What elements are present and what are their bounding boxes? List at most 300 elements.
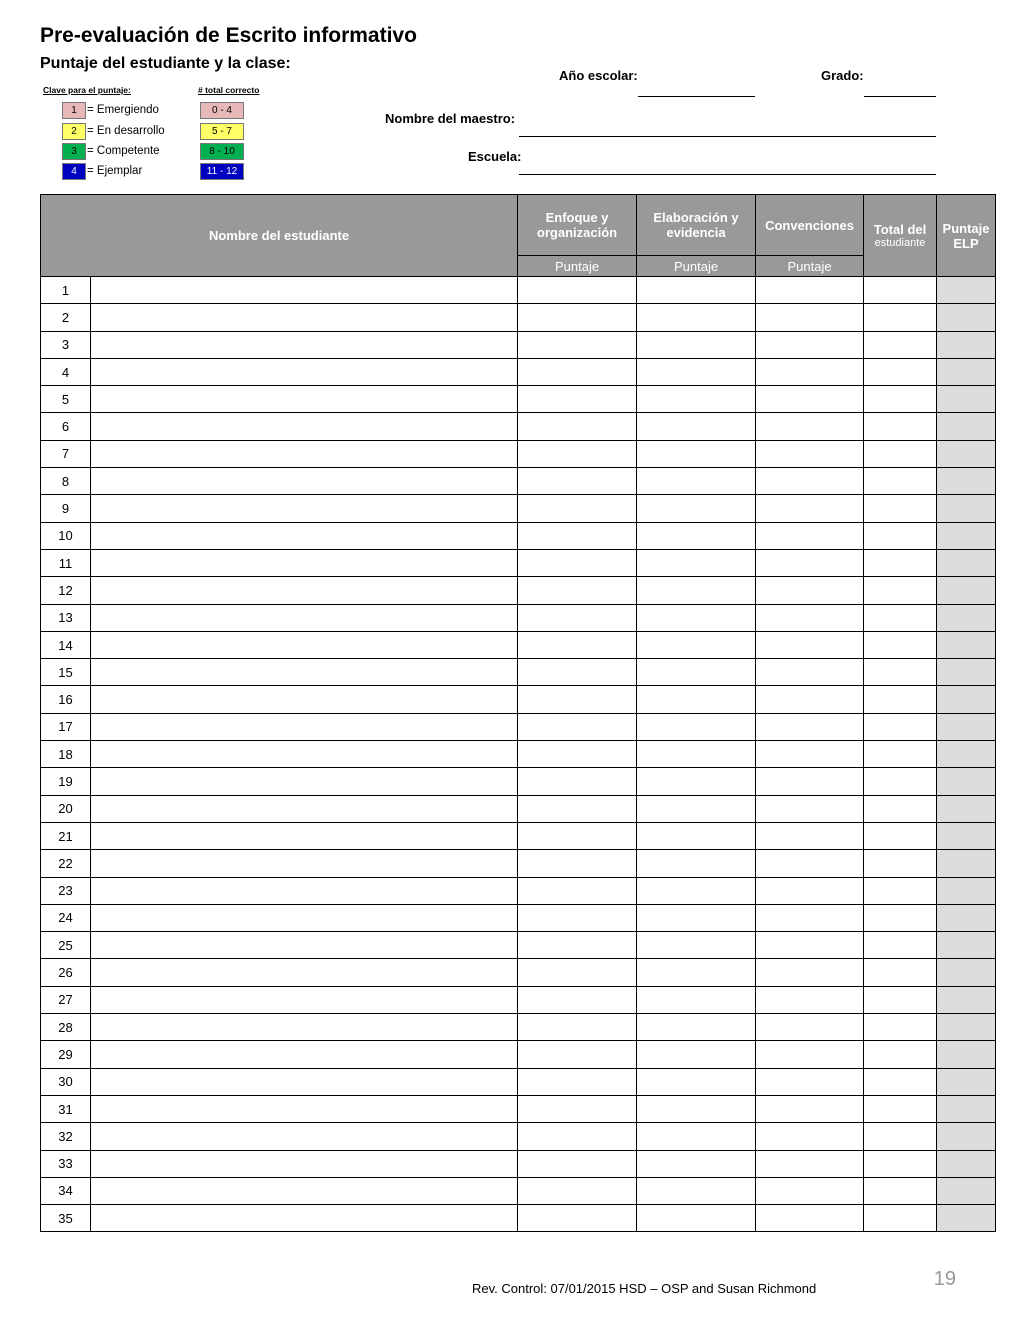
row-number: 35	[41, 1205, 91, 1232]
subheader-score: Puntaje	[637, 256, 756, 277]
student-name-cell[interactable]	[91, 959, 518, 986]
focus-score-cell[interactable]	[518, 713, 637, 740]
elaboration-score-cell[interactable]	[637, 277, 756, 304]
student-total-cell[interactable]	[864, 1068, 937, 1095]
table-row	[41, 877, 996, 904]
student-name-cell[interactable]	[91, 549, 518, 576]
focus-score-cell[interactable]	[518, 604, 637, 631]
conventions-score-cell[interactable]	[756, 549, 864, 576]
elp-score-cell[interactable]	[937, 741, 996, 768]
conventions-score-cell[interactable]	[756, 932, 864, 959]
conventions-score-cell[interactable]	[756, 331, 864, 358]
focus-score-cell[interactable]	[518, 577, 637, 604]
elaboration-score-cell[interactable]	[637, 768, 756, 795]
student-name-cell[interactable]	[91, 1068, 518, 1095]
conventions-score-cell[interactable]	[756, 277, 864, 304]
row-number: 15	[41, 659, 91, 686]
elaboration-score-cell[interactable]	[637, 741, 756, 768]
row-number: 5	[41, 386, 91, 413]
header-student-total-line2: estudiante	[874, 237, 926, 249]
table-row	[41, 768, 996, 795]
student-total-cell[interactable]	[864, 795, 937, 822]
student-total-cell[interactable]	[864, 1014, 937, 1041]
table-row	[41, 1041, 996, 1068]
page-title: Pre-evaluación de Escrito informativo	[40, 24, 417, 47]
elaboration-score-cell[interactable]	[637, 631, 756, 658]
focus-score-cell[interactable]	[518, 959, 637, 986]
student-total-cell[interactable]	[864, 604, 937, 631]
table-row	[41, 604, 996, 631]
subheader-score: Puntaje	[518, 256, 637, 277]
header-elp-score: Puntaje ELP	[937, 195, 996, 277]
elaboration-score-cell[interactable]	[637, 440, 756, 467]
conventions-score-cell[interactable]	[756, 577, 864, 604]
conventions-score-cell[interactable]	[756, 440, 864, 467]
score-key-number: 4	[62, 163, 86, 180]
elaboration-score-cell[interactable]	[637, 1177, 756, 1204]
student-name-cell[interactable]	[91, 522, 518, 549]
student-total-cell[interactable]	[864, 822, 937, 849]
student-name-cell[interactable]	[91, 495, 518, 522]
student-name-cell[interactable]	[91, 850, 518, 877]
conventions-score-cell[interactable]	[756, 986, 864, 1013]
conventions-score-cell[interactable]	[756, 904, 864, 931]
header-focus-organization: Enfoque y organización	[518, 195, 637, 256]
elaboration-score-cell[interactable]	[637, 959, 756, 986]
student-name-cell[interactable]	[91, 795, 518, 822]
elp-score-cell[interactable]	[937, 1177, 996, 1204]
table-row	[41, 1177, 996, 1204]
focus-score-cell[interactable]	[518, 768, 637, 795]
student-total-cell[interactable]	[864, 904, 937, 931]
row-number: 27	[41, 986, 91, 1013]
conventions-score-cell[interactable]	[756, 1068, 864, 1095]
elp-score-cell[interactable]	[937, 495, 996, 522]
header-conventions: Convenciones	[756, 195, 864, 256]
score-key-number: 1	[62, 102, 86, 119]
elp-score-cell[interactable]	[937, 549, 996, 576]
conventions-score-cell[interactable]	[756, 768, 864, 795]
focus-score-cell[interactable]	[518, 822, 637, 849]
row-number: 30	[41, 1068, 91, 1095]
elaboration-score-cell[interactable]	[637, 877, 756, 904]
student-total-cell[interactable]	[864, 850, 937, 877]
row-number: 7	[41, 440, 91, 467]
conventions-score-cell[interactable]	[756, 741, 864, 768]
student-total-cell[interactable]	[864, 932, 937, 959]
revision-footer: Rev. Control: 07/01/2015 HSD – OSP and Susan Richmond	[472, 1281, 817, 1296]
row-number: 26	[41, 959, 91, 986]
focus-score-cell[interactable]	[518, 413, 637, 440]
focus-score-cell[interactable]	[518, 1041, 637, 1068]
focus-score-cell[interactable]	[518, 741, 637, 768]
conventions-score-cell[interactable]	[756, 959, 864, 986]
table-row	[41, 822, 996, 849]
student-total-cell[interactable]	[864, 468, 937, 495]
focus-score-cell[interactable]	[518, 932, 637, 959]
row-number: 29	[41, 1041, 91, 1068]
student-total-cell[interactable]	[864, 413, 937, 440]
student-name-cell[interactable]	[91, 877, 518, 904]
conventions-score-cell[interactable]	[756, 1014, 864, 1041]
elp-score-cell[interactable]	[937, 468, 996, 495]
row-number: 22	[41, 850, 91, 877]
student-total-cell[interactable]	[864, 1177, 937, 1204]
student-total-cell[interactable]	[864, 959, 937, 986]
score-range: 8 - 10	[200, 143, 244, 160]
elaboration-score-cell[interactable]	[637, 468, 756, 495]
conventions-score-cell[interactable]	[756, 304, 864, 331]
focus-score-cell[interactable]	[518, 877, 637, 904]
focus-score-cell[interactable]	[518, 277, 637, 304]
score-key-label: = Ejemplar	[87, 165, 143, 177]
header-student-name: Nombre del estudiante	[41, 195, 518, 277]
table-row	[41, 1095, 996, 1122]
focus-score-cell[interactable]	[518, 549, 637, 576]
row-number: 3	[41, 331, 91, 358]
conventions-score-cell[interactable]	[756, 659, 864, 686]
elaboration-score-cell[interactable]	[637, 386, 756, 413]
table-row	[41, 659, 996, 686]
elp-score-cell[interactable]	[937, 440, 996, 467]
focus-score-cell[interactable]	[518, 659, 637, 686]
focus-score-cell[interactable]	[518, 522, 637, 549]
student-total-cell[interactable]	[864, 713, 937, 740]
row-number: 13	[41, 604, 91, 631]
elp-score-cell[interactable]	[937, 795, 996, 822]
elaboration-score-cell[interactable]	[637, 795, 756, 822]
row-number: 31	[41, 1095, 91, 1122]
focus-score-cell[interactable]	[518, 1068, 637, 1095]
focus-score-cell[interactable]	[518, 631, 637, 658]
student-total-cell[interactable]	[864, 331, 937, 358]
elp-score-cell[interactable]	[937, 1068, 996, 1095]
elaboration-score-cell[interactable]	[637, 604, 756, 631]
score-key-label: = En desarrollo	[87, 125, 165, 137]
student-name-cell[interactable]	[91, 822, 518, 849]
score-key-number: 2	[62, 123, 86, 140]
elaboration-score-cell[interactable]	[637, 413, 756, 440]
focus-score-cell[interactable]	[518, 1150, 637, 1177]
score-key-heading: Clave para el puntaje:	[43, 85, 131, 95]
conventions-score-cell[interactable]	[756, 495, 864, 522]
focus-score-cell[interactable]	[518, 1205, 637, 1232]
conventions-score-cell[interactable]	[756, 1205, 864, 1232]
elaboration-score-cell[interactable]	[637, 1014, 756, 1041]
row-number: 8	[41, 468, 91, 495]
student-name-cell[interactable]	[91, 331, 518, 358]
focus-score-cell[interactable]	[518, 468, 637, 495]
conventions-score-cell[interactable]	[756, 795, 864, 822]
elaboration-score-cell[interactable]	[637, 932, 756, 959]
elp-score-cell[interactable]	[937, 659, 996, 686]
elp-score-cell[interactable]	[937, 577, 996, 604]
student-total-cell[interactable]	[864, 495, 937, 522]
table-row	[41, 1123, 996, 1150]
conventions-score-cell[interactable]	[756, 522, 864, 549]
table-row	[41, 986, 996, 1013]
elaboration-score-cell[interactable]	[637, 358, 756, 385]
subheader-score: Puntaje	[756, 256, 864, 277]
student-total-cell[interactable]	[864, 659, 937, 686]
elp-score-cell[interactable]	[937, 686, 996, 713]
table-row	[41, 549, 996, 576]
elaboration-score-cell[interactable]	[637, 1123, 756, 1150]
conventions-score-cell[interactable]	[756, 1095, 864, 1122]
conventions-score-cell[interactable]	[756, 713, 864, 740]
elp-score-cell[interactable]	[937, 932, 996, 959]
focus-score-cell[interactable]	[518, 1177, 637, 1204]
student-name-cell[interactable]	[91, 932, 518, 959]
conventions-score-cell[interactable]	[756, 1150, 864, 1177]
table-row	[41, 959, 996, 986]
student-total-cell[interactable]	[864, 358, 937, 385]
student-name-cell[interactable]	[91, 386, 518, 413]
school-year-field[interactable]	[638, 96, 755, 97]
student-total-cell[interactable]	[864, 577, 937, 604]
row-number: 18	[41, 741, 91, 768]
student-name-cell[interactable]	[91, 277, 518, 304]
elaboration-score-cell[interactable]	[637, 1095, 756, 1122]
focus-score-cell[interactable]	[518, 495, 637, 522]
elp-score-cell[interactable]	[937, 631, 996, 658]
conventions-score-cell[interactable]	[756, 604, 864, 631]
focus-score-cell[interactable]	[518, 904, 637, 931]
conventions-score-cell[interactable]	[756, 631, 864, 658]
elaboration-score-cell[interactable]	[637, 822, 756, 849]
row-number: 16	[41, 686, 91, 713]
elaboration-score-cell[interactable]	[637, 304, 756, 331]
elp-score-cell[interactable]	[937, 1095, 996, 1122]
elaboration-score-cell[interactable]	[637, 577, 756, 604]
student-name-cell[interactable]	[91, 741, 518, 768]
student-total-cell[interactable]	[864, 304, 937, 331]
table-row	[41, 440, 996, 467]
table-row	[41, 631, 996, 658]
student-name-cell[interactable]	[91, 577, 518, 604]
elp-score-cell[interactable]	[937, 1150, 996, 1177]
elaboration-score-cell[interactable]	[637, 686, 756, 713]
score-key-number: 3	[62, 143, 86, 160]
student-total-cell[interactable]	[864, 549, 937, 576]
elp-score-cell[interactable]	[937, 822, 996, 849]
elp-score-cell[interactable]	[937, 1041, 996, 1068]
elp-score-cell[interactable]	[937, 850, 996, 877]
row-number: 10	[41, 522, 91, 549]
header-student-total	[864, 195, 937, 277]
student-name-cell[interactable]	[91, 440, 518, 467]
conventions-score-cell[interactable]	[756, 386, 864, 413]
focus-score-cell[interactable]	[518, 440, 637, 467]
elp-score-cell[interactable]	[937, 1014, 996, 1041]
student-name-cell[interactable]	[91, 713, 518, 740]
total-correct-heading: # total correcto	[198, 85, 260, 95]
scores-table	[40, 194, 996, 1232]
student-name-cell[interactable]	[91, 1123, 518, 1150]
teacher-name-label: Nombre del maestro:	[385, 111, 516, 126]
table-row	[41, 1205, 996, 1232]
elp-score-cell[interactable]	[937, 386, 996, 413]
elaboration-score-cell[interactable]	[637, 713, 756, 740]
student-name-cell[interactable]	[91, 1041, 518, 1068]
table-row	[41, 277, 996, 304]
row-number: 4	[41, 358, 91, 385]
focus-score-cell[interactable]	[518, 1123, 637, 1150]
score-key-label: = Competente	[87, 145, 160, 157]
conventions-score-cell[interactable]	[756, 877, 864, 904]
student-total-cell[interactable]	[864, 686, 937, 713]
student-name-cell[interactable]	[91, 604, 518, 631]
student-total-cell[interactable]	[864, 1123, 937, 1150]
student-name-cell[interactable]	[91, 1095, 518, 1122]
conventions-score-cell[interactable]	[756, 1123, 864, 1150]
conventions-score-cell[interactable]	[756, 413, 864, 440]
student-total-cell[interactable]	[864, 1205, 937, 1232]
page-subtitle: Puntaje del estudiante y la clase:	[40, 55, 291, 72]
row-number: 6	[41, 413, 91, 440]
student-name-cell[interactable]	[91, 413, 518, 440]
student-name-cell[interactable]	[91, 659, 518, 686]
elp-score-cell[interactable]	[937, 986, 996, 1013]
elp-score-cell[interactable]	[937, 877, 996, 904]
elp-score-cell[interactable]	[937, 331, 996, 358]
student-total-cell[interactable]	[864, 1095, 937, 1122]
student-name-cell[interactable]	[91, 304, 518, 331]
focus-score-cell[interactable]	[518, 795, 637, 822]
student-name-cell[interactable]	[91, 1177, 518, 1204]
student-name-cell[interactable]	[91, 768, 518, 795]
focus-score-cell[interactable]	[518, 331, 637, 358]
student-name-cell[interactable]	[91, 358, 518, 385]
student-total-cell[interactable]	[864, 1150, 937, 1177]
student-total-cell[interactable]	[864, 631, 937, 658]
row-number: 2	[41, 304, 91, 331]
student-name-cell[interactable]	[91, 1014, 518, 1041]
elp-score-cell[interactable]	[937, 713, 996, 740]
score-range: 0 - 4	[200, 102, 244, 119]
student-total-cell[interactable]	[864, 741, 937, 768]
row-number: 20	[41, 795, 91, 822]
elaboration-score-cell[interactable]	[637, 659, 756, 686]
table-row	[41, 1068, 996, 1095]
row-number: 34	[41, 1177, 91, 1204]
row-number: 1	[41, 277, 91, 304]
focus-score-cell[interactable]	[518, 304, 637, 331]
elp-score-cell[interactable]	[937, 277, 996, 304]
student-total-cell[interactable]	[864, 277, 937, 304]
elaboration-score-cell[interactable]	[637, 331, 756, 358]
grade-field[interactable]	[864, 96, 936, 97]
elaboration-score-cell[interactable]	[637, 1150, 756, 1177]
elaboration-score-cell[interactable]	[637, 904, 756, 931]
focus-score-cell[interactable]	[518, 1095, 637, 1122]
student-total-cell[interactable]	[864, 440, 937, 467]
student-total-cell[interactable]	[864, 768, 937, 795]
table-row	[41, 713, 996, 740]
focus-score-cell[interactable]	[518, 850, 637, 877]
student-total-cell[interactable]	[864, 877, 937, 904]
header-student-total-line1: Total del	[873, 222, 927, 237]
elaboration-score-cell[interactable]	[637, 522, 756, 549]
elaboration-score-cell[interactable]	[637, 1205, 756, 1232]
student-total-cell[interactable]	[864, 1041, 937, 1068]
elp-score-cell[interactable]	[937, 304, 996, 331]
teacher-name-field[interactable]	[519, 136, 936, 137]
student-name-cell[interactable]	[91, 631, 518, 658]
elaboration-score-cell[interactable]	[637, 495, 756, 522]
table-row	[41, 468, 996, 495]
table-row	[41, 522, 996, 549]
row-number: 12	[41, 577, 91, 604]
student-name-cell[interactable]	[91, 986, 518, 1013]
student-name-cell[interactable]	[91, 686, 518, 713]
elaboration-score-cell[interactable]	[637, 1068, 756, 1095]
elaboration-score-cell[interactable]	[637, 549, 756, 576]
conventions-score-cell[interactable]	[756, 468, 864, 495]
student-name-cell[interactable]	[91, 1205, 518, 1232]
score-range: 5 - 7	[200, 123, 244, 140]
conventions-score-cell[interactable]	[756, 358, 864, 385]
student-name-cell[interactable]	[91, 1150, 518, 1177]
table-row	[41, 850, 996, 877]
elaboration-score-cell[interactable]	[637, 850, 756, 877]
student-total-cell[interactable]	[864, 522, 937, 549]
conventions-score-cell[interactable]	[756, 686, 864, 713]
table-row	[41, 904, 996, 931]
student-total-cell[interactable]	[864, 386, 937, 413]
focus-score-cell[interactable]	[518, 686, 637, 713]
table-row	[41, 795, 996, 822]
elaboration-score-cell[interactable]	[637, 986, 756, 1013]
elp-score-cell[interactable]	[937, 1205, 996, 1232]
student-name-cell[interactable]	[91, 904, 518, 931]
row-number: 28	[41, 1014, 91, 1041]
row-number: 17	[41, 713, 91, 740]
elaboration-score-cell[interactable]	[637, 1041, 756, 1068]
table-row	[41, 304, 996, 331]
conventions-score-cell[interactable]	[756, 822, 864, 849]
conventions-score-cell[interactable]	[756, 1177, 864, 1204]
elp-score-cell[interactable]	[937, 904, 996, 931]
elp-score-cell[interactable]	[937, 1123, 996, 1150]
school-year-label: Año escolar:	[559, 68, 638, 83]
conventions-score-cell[interactable]	[756, 850, 864, 877]
row-number: 24	[41, 904, 91, 931]
focus-score-cell[interactable]	[518, 986, 637, 1013]
elp-score-cell[interactable]	[937, 413, 996, 440]
student-total-cell[interactable]	[864, 986, 937, 1013]
elp-score-cell[interactable]	[937, 959, 996, 986]
focus-score-cell[interactable]	[518, 358, 637, 385]
header-elaboration-evidence: Elaboración y evidencia	[637, 195, 756, 256]
focus-score-cell[interactable]	[518, 1014, 637, 1041]
school-field[interactable]	[519, 174, 936, 175]
table-row	[41, 1150, 996, 1177]
elp-score-cell[interactable]	[937, 768, 996, 795]
table-row	[41, 358, 996, 385]
row-number: 11	[41, 549, 91, 576]
conventions-score-cell[interactable]	[756, 1041, 864, 1068]
focus-score-cell[interactable]	[518, 386, 637, 413]
table-row	[41, 577, 996, 604]
elp-score-cell[interactable]	[937, 358, 996, 385]
table-row	[41, 686, 996, 713]
row-number: 21	[41, 822, 91, 849]
student-name-cell[interactable]	[91, 468, 518, 495]
school-label: Escuela:	[468, 149, 522, 164]
elp-score-cell[interactable]	[937, 604, 996, 631]
elp-score-cell[interactable]	[937, 522, 996, 549]
